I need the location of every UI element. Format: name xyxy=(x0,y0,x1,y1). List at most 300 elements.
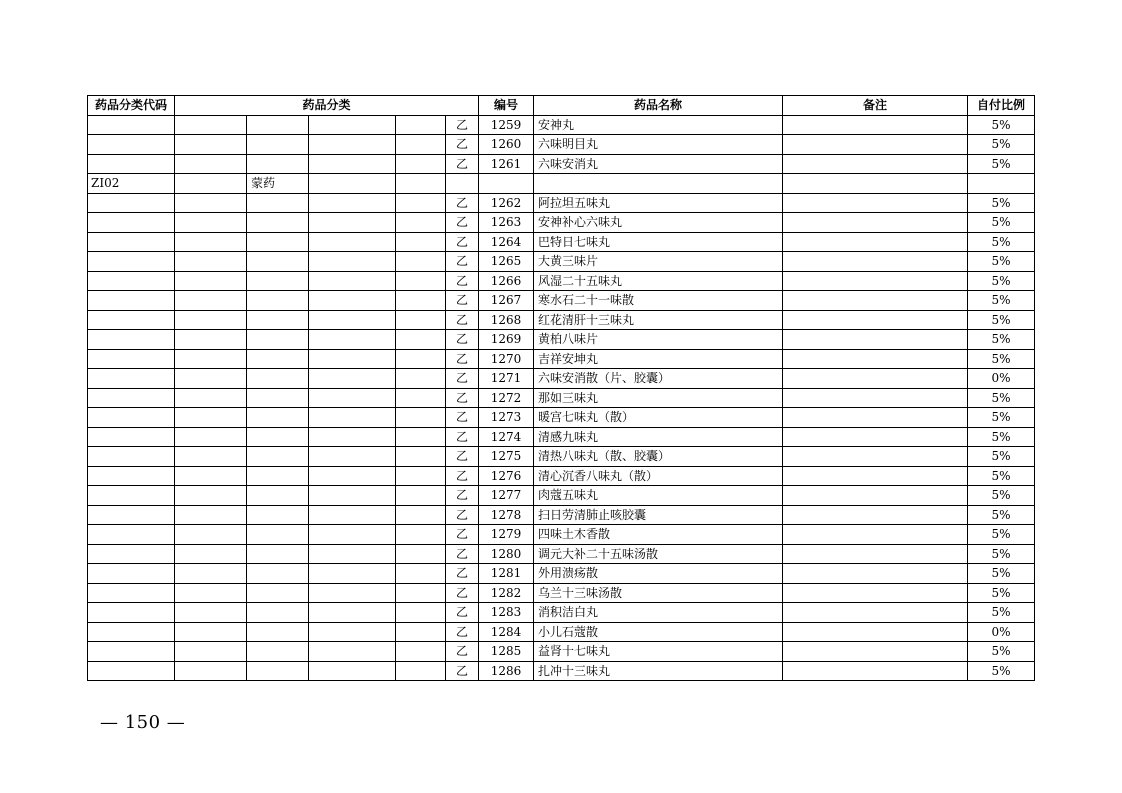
table-row xyxy=(88,466,1035,486)
cell-note xyxy=(783,154,968,174)
cell-number: 1265 xyxy=(479,252,534,272)
cell-subcat-3 xyxy=(309,291,396,311)
cell-subcat-2 xyxy=(247,427,309,447)
table-row xyxy=(88,213,1035,233)
cell-subcat-4 xyxy=(396,603,446,623)
cell-grade: 乙 xyxy=(446,408,479,428)
cell-note xyxy=(783,583,968,603)
cell-subcat-4 xyxy=(396,271,446,291)
cell-subcat-3 xyxy=(309,603,396,623)
cell-grade: 乙 xyxy=(446,505,479,525)
cell-subcat-1 xyxy=(175,505,247,525)
cell-subcat-2 xyxy=(247,115,309,135)
cell-subcat-4 xyxy=(396,447,446,467)
cell-grade: 乙 xyxy=(446,564,479,584)
cell-drug-name: 四味土木香散 xyxy=(534,525,783,545)
cell-subcat-2 xyxy=(247,349,309,369)
cell-subcat-4 xyxy=(396,388,446,408)
cell-subcat-4 xyxy=(396,213,446,233)
cell-code xyxy=(88,271,175,291)
cell-subcat-2 xyxy=(247,252,309,272)
cell-grade xyxy=(446,174,479,194)
cell-subcat-1 xyxy=(175,213,247,233)
cell-grade: 乙 xyxy=(446,252,479,272)
cell-subcat-2 xyxy=(247,154,309,174)
cell-number: 1276 xyxy=(479,466,534,486)
cell-subcat-2 xyxy=(247,486,309,506)
cell-subcat-3 xyxy=(309,525,396,545)
cell-subcat-1 xyxy=(175,544,247,564)
cell-subcat-3 xyxy=(309,661,396,681)
cell-number: 1266 xyxy=(479,271,534,291)
cell-subcat-1 xyxy=(175,291,247,311)
cell-self-pay-ratio: 5% xyxy=(968,661,1035,681)
cell-self-pay-ratio: 5% xyxy=(968,583,1035,603)
cell-subcat-4 xyxy=(396,252,446,272)
cell-self-pay-ratio: 5% xyxy=(968,232,1035,252)
cell-subcat-4 xyxy=(396,622,446,642)
cell-subcat-1 xyxy=(175,642,247,662)
cell-drug-name: 那如三味丸 xyxy=(534,388,783,408)
cell-subcat-4 xyxy=(396,564,446,584)
cell-subcat-2 xyxy=(247,544,309,564)
cell-note xyxy=(783,661,968,681)
cell-note xyxy=(783,486,968,506)
cell-subcat-2 xyxy=(247,310,309,330)
cell-grade: 乙 xyxy=(446,486,479,506)
table-row xyxy=(88,349,1035,369)
header-category-code: 药品分类代码 xyxy=(88,96,175,116)
cell-drug-name: 调元大补二十五味汤散 xyxy=(534,544,783,564)
cell-note xyxy=(783,193,968,213)
cell-drug-name: 安神丸 xyxy=(534,115,783,135)
cell-note xyxy=(783,622,968,642)
table-row xyxy=(88,408,1035,428)
table-row xyxy=(88,661,1035,681)
cell-subcat-1 xyxy=(175,330,247,350)
table-row xyxy=(88,291,1035,311)
cell-drug-name: 扎冲十三味丸 xyxy=(534,661,783,681)
cell-subcat-2 xyxy=(247,330,309,350)
cell-subcat-3 xyxy=(309,466,396,486)
cell-note xyxy=(783,466,968,486)
cell-number: 1261 xyxy=(479,154,534,174)
cell-subcat-1 xyxy=(175,525,247,545)
cell-code xyxy=(88,603,175,623)
cell-drug-name: 阿拉坦五味丸 xyxy=(534,193,783,213)
cell-self-pay-ratio: 5% xyxy=(968,252,1035,272)
cell-subcat-1 xyxy=(175,271,247,291)
cell-subcat-1 xyxy=(175,447,247,467)
cell-drug-name: 清心沉香八味丸（散） xyxy=(534,466,783,486)
table-row xyxy=(88,505,1035,525)
cell-grade: 乙 xyxy=(446,213,479,233)
cell-subcat-3 xyxy=(309,642,396,662)
cell-code xyxy=(88,349,175,369)
drug-catalog-table xyxy=(87,95,1035,681)
cell-subcat-3 xyxy=(309,583,396,603)
cell-subcat-1 xyxy=(175,310,247,330)
cell-self-pay-ratio: 5% xyxy=(968,505,1035,525)
cell-subcat-3 xyxy=(309,388,396,408)
cell-code xyxy=(88,369,175,389)
cell-subcat-1 xyxy=(175,427,247,447)
cell-grade: 乙 xyxy=(446,583,479,603)
cell-grade: 乙 xyxy=(446,427,479,447)
cell-code xyxy=(88,486,175,506)
cell-self-pay-ratio: 5% xyxy=(968,466,1035,486)
table-row xyxy=(88,544,1035,564)
cell-number: 1275 xyxy=(479,447,534,467)
cell-self-pay-ratio: 5% xyxy=(968,193,1035,213)
cell-drug-name: 消积洁白丸 xyxy=(534,603,783,623)
cell-code xyxy=(88,544,175,564)
table-row xyxy=(88,583,1035,603)
cell-subcat-1 xyxy=(175,193,247,213)
cell-code xyxy=(88,525,175,545)
cell-number: 1268 xyxy=(479,310,534,330)
cell-number: 1262 xyxy=(479,193,534,213)
cell-drug-name: 六味明目丸 xyxy=(534,135,783,155)
cell-number: 1270 xyxy=(479,349,534,369)
cell-code xyxy=(88,135,175,155)
cell-code xyxy=(88,291,175,311)
cell-drug-name: 六味安消丸 xyxy=(534,154,783,174)
cell-drug-name: 外用溃疡散 xyxy=(534,564,783,584)
cell-subcat-4 xyxy=(396,193,446,213)
cell-subcat-1 xyxy=(175,583,247,603)
category-row xyxy=(88,174,1035,194)
cell-self-pay-ratio: 5% xyxy=(968,154,1035,174)
cell-self-pay-ratio: 5% xyxy=(968,349,1035,369)
cell-self-pay-ratio: 5% xyxy=(968,291,1035,311)
cell-subcat-3 xyxy=(309,115,396,135)
cell-grade: 乙 xyxy=(446,271,479,291)
cell-subcat-3 xyxy=(309,135,396,155)
cell-number: 1280 xyxy=(479,544,534,564)
cell-subcat-2 xyxy=(247,369,309,389)
cell-code xyxy=(88,213,175,233)
cell-subcat-1 xyxy=(175,408,247,428)
cell-number: 1278 xyxy=(479,505,534,525)
cell-grade: 乙 xyxy=(446,525,479,545)
cell-subcat-2 xyxy=(247,213,309,233)
cell-number: 1274 xyxy=(479,427,534,447)
cell-code xyxy=(88,466,175,486)
cell-subcat-1 xyxy=(175,661,247,681)
cell-subcat-4 xyxy=(396,310,446,330)
cell-self-pay-ratio: 5% xyxy=(968,115,1035,135)
table-row xyxy=(88,388,1035,408)
cell-number: 1269 xyxy=(479,330,534,350)
cell-code xyxy=(88,193,175,213)
table-row xyxy=(88,564,1035,584)
cell-subcat-4 xyxy=(396,642,446,662)
cell-subcat-2 xyxy=(247,271,309,291)
cell-subcat-2 xyxy=(247,193,309,213)
cell-self-pay-ratio: 5% xyxy=(968,447,1035,467)
cell-grade: 乙 xyxy=(446,603,479,623)
cell-number: 1282 xyxy=(479,583,534,603)
cell-number: 1259 xyxy=(479,115,534,135)
cell-self-pay-ratio: 0% xyxy=(968,622,1035,642)
table-body xyxy=(88,115,1035,681)
cell-self-pay-ratio: 5% xyxy=(968,427,1035,447)
cell-drug-name: 六味安消散（片、胶囊） xyxy=(534,369,783,389)
cell-subcat-4 xyxy=(396,661,446,681)
cell-note xyxy=(783,271,968,291)
cell-self-pay-ratio: 5% xyxy=(968,525,1035,545)
cell-grade: 乙 xyxy=(446,330,479,350)
cell-note xyxy=(783,505,968,525)
cell-grade: 乙 xyxy=(446,310,479,330)
cell-code xyxy=(88,252,175,272)
cell-self-pay-ratio: 5% xyxy=(968,330,1035,350)
cell-drug-name: 暖宫七味丸（散） xyxy=(534,408,783,428)
cell-subcat-3 xyxy=(309,271,396,291)
cell-number: 1272 xyxy=(479,388,534,408)
cell-note xyxy=(783,135,968,155)
cell-note xyxy=(783,213,968,233)
cell-self-pay-ratio: 5% xyxy=(968,135,1035,155)
cell-drug-name: 巴特日七味丸 xyxy=(534,232,783,252)
cell-subcat-4 xyxy=(396,115,446,135)
cell-subcat-2 xyxy=(247,583,309,603)
cell-subcat-4 xyxy=(396,486,446,506)
cell-note xyxy=(783,330,968,350)
cell-code xyxy=(88,661,175,681)
cell-code xyxy=(88,310,175,330)
cell-note xyxy=(783,388,968,408)
cell-number: 1277 xyxy=(479,486,534,506)
cell-note xyxy=(783,408,968,428)
cell-note xyxy=(783,115,968,135)
cell-subcat-2 xyxy=(247,466,309,486)
cell-code xyxy=(88,154,175,174)
cell-number: 1286 xyxy=(479,661,534,681)
table-row xyxy=(88,310,1035,330)
cell-drug-name: 清热八味丸（散、胶囊） xyxy=(534,447,783,467)
cell-number: 1283 xyxy=(479,603,534,623)
cell-note xyxy=(783,525,968,545)
cell-drug-name: 乌兰十三味汤散 xyxy=(534,583,783,603)
cell-subcat-3 xyxy=(309,505,396,525)
cell-subcat-3 xyxy=(309,544,396,564)
header-number: 编号 xyxy=(479,96,534,116)
cell-subcat-4 xyxy=(396,135,446,155)
cell-subcat-3 xyxy=(309,232,396,252)
cell-note xyxy=(783,564,968,584)
table-row xyxy=(88,232,1035,252)
cell-subcat-4 xyxy=(396,291,446,311)
cell-code xyxy=(88,622,175,642)
cell-subcat-1 xyxy=(175,135,247,155)
cell-subcat-3 xyxy=(309,154,396,174)
cell-subcat-4 xyxy=(396,427,446,447)
cell-grade: 乙 xyxy=(446,193,479,213)
cell-grade: 乙 xyxy=(446,291,479,311)
cell-grade: 乙 xyxy=(446,349,479,369)
cell-note xyxy=(783,369,968,389)
cell-drug-name: 吉祥安坤丸 xyxy=(534,349,783,369)
cell-number: 1263 xyxy=(479,213,534,233)
cell-drug-name: 小儿石蔻散 xyxy=(534,622,783,642)
cell-drug-name: 肉蔻五味丸 xyxy=(534,486,783,506)
cell-subcat-2 xyxy=(247,447,309,467)
cell-subcat-2 xyxy=(247,505,309,525)
cell-subcat-1 xyxy=(175,252,247,272)
table-row xyxy=(88,447,1035,467)
cell-self-pay-ratio: 5% xyxy=(968,310,1035,330)
cell-subcat-2 xyxy=(247,135,309,155)
cell-number: 1284 xyxy=(479,622,534,642)
cell-note xyxy=(783,427,968,447)
cell-note xyxy=(783,232,968,252)
cell-subcat-3 xyxy=(309,330,396,350)
cell-grade: 乙 xyxy=(446,661,479,681)
cell-subcat-4 xyxy=(396,369,446,389)
cell-code xyxy=(88,564,175,584)
cell-subcat-2 xyxy=(247,661,309,681)
cell-grade: 乙 xyxy=(446,466,479,486)
cell-code xyxy=(88,447,175,467)
cell-code xyxy=(88,583,175,603)
cell-subcat-1 xyxy=(175,564,247,584)
cell-drug-name: 寒水石二十一味散 xyxy=(534,291,783,311)
cell-subcat-3 xyxy=(309,427,396,447)
cell-grade: 乙 xyxy=(446,642,479,662)
cell-number: 1279 xyxy=(479,525,534,545)
cell-drug-name: 安神补心六味丸 xyxy=(534,213,783,233)
table-row xyxy=(88,154,1035,174)
cell-number: 1260 xyxy=(479,135,534,155)
cell-subcat-1 xyxy=(175,622,247,642)
cell-self-pay-ratio: 5% xyxy=(968,603,1035,623)
cell-subcat-3 xyxy=(309,174,396,194)
table-row xyxy=(88,603,1035,623)
cell-note xyxy=(783,447,968,467)
cell-drug-name: 大黄三味片 xyxy=(534,252,783,272)
table-header-row xyxy=(88,96,1035,116)
cell-subcat-2 xyxy=(247,564,309,584)
cell-subcat-1 xyxy=(175,154,247,174)
table-row xyxy=(88,369,1035,389)
cell-code xyxy=(88,115,175,135)
cell-self-pay-ratio: 5% xyxy=(968,271,1035,291)
cell-subcat-2 xyxy=(247,603,309,623)
cell-code xyxy=(88,427,175,447)
cell-subcat-4 xyxy=(396,466,446,486)
cell-subcat-3 xyxy=(309,486,396,506)
cell-subcat-3 xyxy=(309,252,396,272)
cell-subcat-4 xyxy=(396,408,446,428)
cell-subcat-4 xyxy=(396,232,446,252)
cell-subcat-3 xyxy=(309,213,396,233)
cell-code xyxy=(88,232,175,252)
table-row xyxy=(88,427,1035,447)
header-note: 备注 xyxy=(783,96,968,116)
cell-self-pay-ratio xyxy=(968,174,1035,194)
cell-code xyxy=(88,408,175,428)
cell-subcat-3 xyxy=(309,310,396,330)
cell-subcat-2 xyxy=(247,642,309,662)
cell-grade: 乙 xyxy=(446,388,479,408)
table-row xyxy=(88,135,1035,155)
table-row xyxy=(88,330,1035,350)
table-row xyxy=(88,115,1035,135)
cell-subcat-1 xyxy=(175,232,247,252)
cell-number: 1273 xyxy=(479,408,534,428)
cell-code xyxy=(88,505,175,525)
cell-drug-name: 益肾十七味丸 xyxy=(534,642,783,662)
cell-self-pay-ratio: 0% xyxy=(968,369,1035,389)
cell-category-name: 蒙药 xyxy=(247,174,309,194)
cell-note xyxy=(783,310,968,330)
header-self-pay-ratio: 自付比例 xyxy=(968,96,1035,116)
table-row xyxy=(88,525,1035,545)
cell-grade: 乙 xyxy=(446,232,479,252)
cell-subcat-4 xyxy=(396,349,446,369)
cell-self-pay-ratio: 5% xyxy=(968,564,1035,584)
cell-subcat-3 xyxy=(309,447,396,467)
cell-note xyxy=(783,349,968,369)
cell-subcat-2 xyxy=(247,232,309,252)
cell-drug-name: 清感九味丸 xyxy=(534,427,783,447)
cell-number: 1264 xyxy=(479,232,534,252)
cell-subcat-1 xyxy=(175,486,247,506)
cell-subcat-4 xyxy=(396,330,446,350)
cell-drug-name xyxy=(534,174,783,194)
cell-note xyxy=(783,642,968,662)
cell-number: 1271 xyxy=(479,369,534,389)
cell-subcat-1 xyxy=(175,369,247,389)
cell-subcat-3 xyxy=(309,408,396,428)
cell-number xyxy=(479,174,534,194)
cell-code xyxy=(88,642,175,662)
cell-subcat-2 xyxy=(247,388,309,408)
cell-drug-name: 黄柏八味片 xyxy=(534,330,783,350)
cell-note xyxy=(783,174,968,194)
cell-category-code: ZI02 xyxy=(88,174,175,194)
cell-note xyxy=(783,291,968,311)
cell-self-pay-ratio: 5% xyxy=(968,388,1035,408)
cell-code xyxy=(88,330,175,350)
cell-subcat-4 xyxy=(396,583,446,603)
cell-subcat-4 xyxy=(396,174,446,194)
cell-note xyxy=(783,252,968,272)
table-row xyxy=(88,193,1035,213)
table-row xyxy=(88,271,1035,291)
cell-note xyxy=(783,544,968,564)
table-row xyxy=(88,252,1035,272)
table-row xyxy=(88,642,1035,662)
cell-subcat-1 xyxy=(175,115,247,135)
cell-drug-name: 扫日劳清肺止咳胶囊 xyxy=(534,505,783,525)
cell-subcat-1 xyxy=(175,388,247,408)
cell-self-pay-ratio: 5% xyxy=(968,544,1035,564)
cell-grade: 乙 xyxy=(446,154,479,174)
header-category: 药品分类 xyxy=(175,96,479,116)
cell-subcat-4 xyxy=(396,154,446,174)
cell-code xyxy=(88,388,175,408)
cell-number: 1267 xyxy=(479,291,534,311)
cell-subcat-2 xyxy=(247,622,309,642)
cell-subcat-3 xyxy=(309,193,396,213)
cell-grade: 乙 xyxy=(446,115,479,135)
cell-subcat-1 xyxy=(175,603,247,623)
cell-drug-name: 红花清肝十三味丸 xyxy=(534,310,783,330)
cell-number: 1281 xyxy=(479,564,534,584)
